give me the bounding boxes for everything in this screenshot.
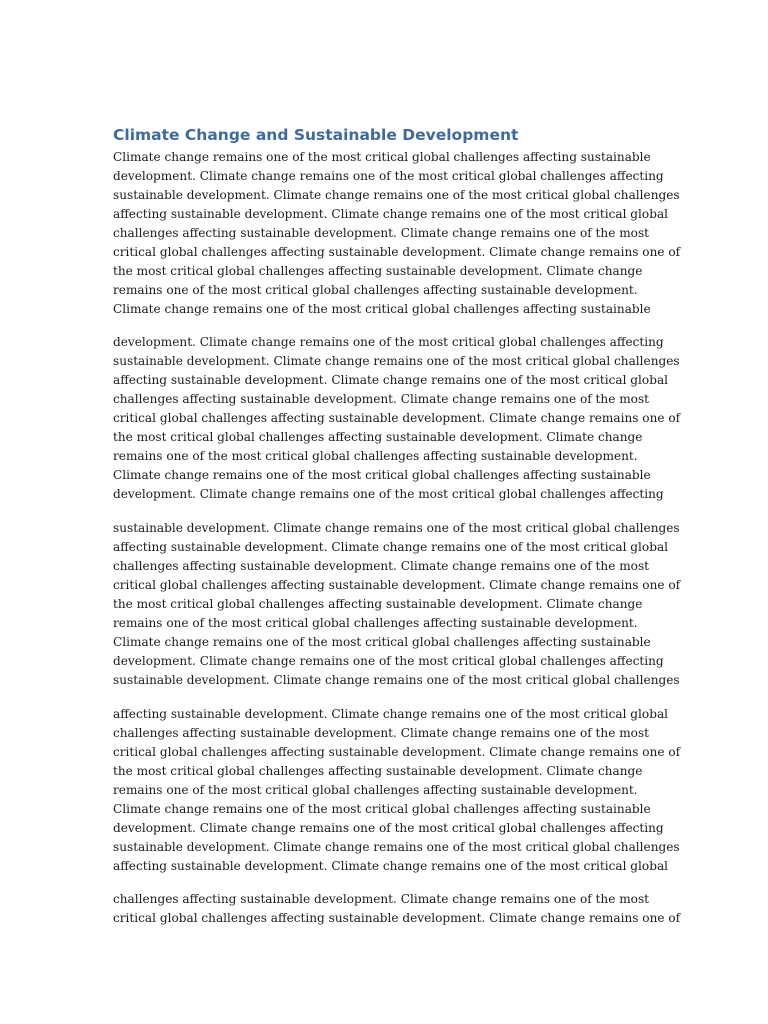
text-line: sustainable development. Climate change remains one of the most critical global challenges xyxy=(113,521,680,535)
text-line: challenges affecting sustainable development. Climate change remains one of the most xyxy=(113,392,650,406)
text-line: Climate change remains one of the most critical global challenges affecting sustainable xyxy=(113,150,651,164)
text-line: affecting sustainable development. Climate change remains one of the most critical global xyxy=(113,207,669,221)
text-line: Climate change remains one of the most critical global challenges affecting sustainable xyxy=(113,635,651,649)
text-line: remains one of the most critical global challenges affecting sustainable development. xyxy=(113,783,638,797)
text-line: Climate change remains one of the most critical global challenges affecting sustainable xyxy=(113,302,651,316)
text-line: remains one of the most critical global challenges affecting sustainable development. xyxy=(113,616,638,630)
text-line: challenges affecting sustainable development. Climate change remains one of the most xyxy=(113,892,650,906)
text-line: sustainable development. Climate change remains one of the most critical global challenges xyxy=(113,673,680,687)
text-line: critical global challenges affecting sustainable development. Climate change remains one of xyxy=(113,911,681,925)
text-block-4 xyxy=(113,705,680,876)
text-line: the most critical global challenges affecting sustainable development. Climate change xyxy=(113,597,643,611)
text-line: sustainable development. Climate change remains one of the most critical global challenges xyxy=(113,354,680,368)
text-block-3 xyxy=(113,519,680,690)
text-line: the most critical global challenges affecting sustainable development. Climate change xyxy=(113,764,643,778)
text-line: development. Climate change remains one of the most critical global challenges affecting xyxy=(113,654,664,668)
text-line: critical global challenges affecting sustainable development. Climate change remains one of xyxy=(113,578,681,592)
text-line: development. Climate change remains one of the most critical global challenges affecting xyxy=(113,335,664,349)
text-line: sustainable development. Climate change remains one of the most critical global challenges xyxy=(113,188,680,202)
text-line: affecting sustainable development. Climate change remains one of the most critical global xyxy=(113,540,669,554)
document-heading: Climate Change and Sustainable Development xyxy=(113,126,519,144)
text-line: affecting sustainable development. Climate change remains one of the most critical global xyxy=(113,859,669,873)
text-line: Climate change remains one of the most critical global challenges affecting sustainable xyxy=(113,468,651,482)
text-block-1 xyxy=(113,148,680,319)
text-line: challenges affecting sustainable development. Climate change remains one of the most xyxy=(113,226,650,240)
text-line: sustainable development. Climate change remains one of the most critical global challenges xyxy=(113,840,680,854)
text-line: development. Climate change remains one of the most critical global challenges affecting xyxy=(113,169,664,183)
text-block-5 xyxy=(113,890,680,928)
text-line: development. Climate change remains one of the most critical global challenges affecting xyxy=(113,821,664,835)
text-line: the most critical global challenges affecting sustainable development. Climate change xyxy=(113,264,643,278)
text-line: challenges affecting sustainable development. Climate change remains one of the most xyxy=(113,726,650,740)
text-line: critical global challenges affecting sustainable development. Climate change remains one of xyxy=(113,411,681,425)
text-line: Climate change remains one of the most critical global challenges affecting sustainable xyxy=(113,802,651,816)
text-line: critical global challenges affecting sustainable development. Climate change remains one of xyxy=(113,745,681,759)
text-line: remains one of the most critical global challenges affecting sustainable development. xyxy=(113,283,638,297)
text-line: affecting sustainable development. Climate change remains one of the most critical global xyxy=(113,373,669,387)
text-line: remains one of the most critical global challenges affecting sustainable development. xyxy=(113,449,638,463)
text-block-2 xyxy=(113,333,680,504)
text-line: critical global challenges affecting sustainable development. Climate change remains one of xyxy=(113,245,681,259)
text-line: affecting sustainable development. Climate change remains one of the most critical global xyxy=(113,707,669,721)
text-line: challenges affecting sustainable development. Climate change remains one of the most xyxy=(113,559,650,573)
text-line: the most critical global challenges affecting sustainable development. Climate change xyxy=(113,430,643,444)
text-line: development. Climate change remains one of the most critical global challenges affecting xyxy=(113,487,664,501)
